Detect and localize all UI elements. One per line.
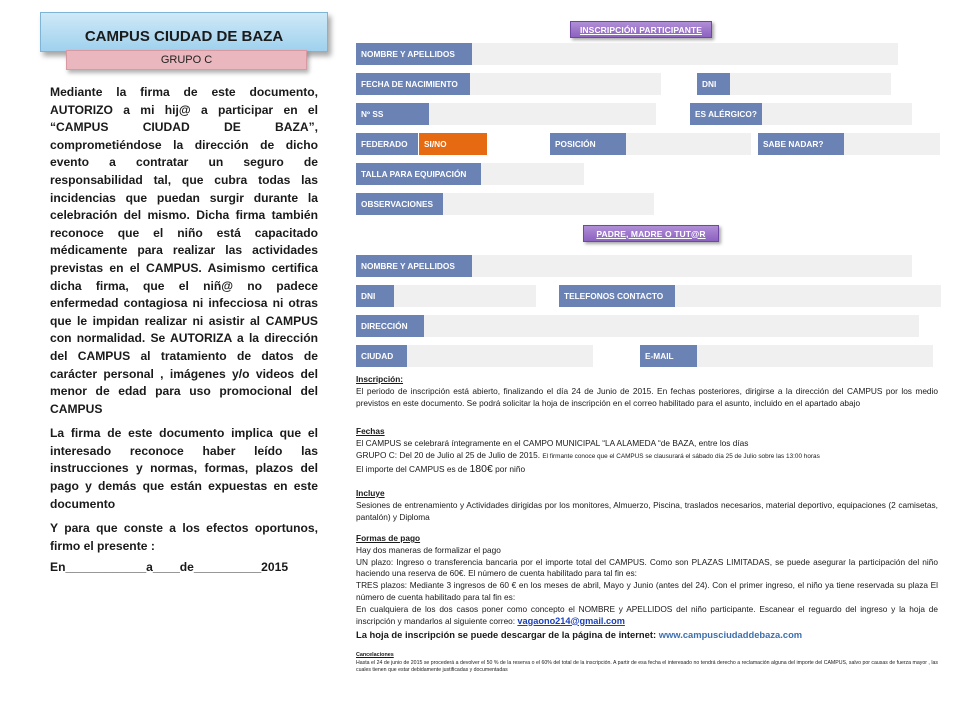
participant-name-label: NOMBRE Y APELLIDOS (356, 43, 472, 65)
group-dates: GRUPO C: Del 20 de Julio al 25 de Julio de 2015. (356, 449, 541, 460)
cancellation-text: Hasta el 24 de junio de 2015 se procederá a devolver el 50 % de la reserva o el 60% del total de la inscripción. A partir de esa fecha el interesado no tendrá derecho a reclamación alguna del importe del CAMPUS, salvo por causas de fuerza mayor , las cuales tienen que estar debidamente justificadas y documentadas (356, 659, 938, 674)
dates-line-1: El CAMPUS se celebrará íntegramente en el CAMPO MUNICIPAL “LA ALAMEDA “de BAZA, entre los días (356, 437, 749, 448)
ss-label: Nº SS (356, 103, 429, 125)
city-label: CIUDAD (356, 345, 407, 367)
authorization-text (50, 84, 318, 584)
includes-info (356, 488, 938, 523)
group-label: GRUPO C (66, 50, 307, 70)
address-field[interactable] (356, 315, 919, 337)
dates-title: Fechas (356, 426, 385, 436)
signature-intro: Y para que conste a los efectos oportunos, firmo el presente : (50, 521, 318, 553)
website-link[interactable]: www.campusciudaddebaza.com (658, 629, 803, 641)
inscription-text: El periodo de inscripción está abierto, finalizando el día 24 de Junio de 2015. En fechas posteriores, dirigirse a la dirección del CAMPUS por los medio previstos en este documento. Se podrá solicitar la hoja de inscripción en el correo habilitado para el asunto, incluido en el apartado abajo (356, 385, 938, 408)
position-label: POSICIÓN (550, 133, 626, 155)
contact-email-link[interactable]: vagaono214@gmail.com (517, 615, 625, 626)
swim-label: SABE NADAR? (758, 133, 844, 155)
price-suffix: por niño (492, 464, 526, 475)
download-text: La hoja de inscripción se puede descargar de la página de internet: (356, 629, 659, 641)
inscription-title: Inscripción: (356, 374, 404, 384)
parent-dni-label: DNI (356, 285, 394, 307)
participant-dni-label: DNI (697, 73, 730, 95)
payment-line-3: TRES plazos: Mediante 3 ingresos de 60 € en los meses de abril, Mayo y Junio (antes del 24). Con el primer ingreso, el niño ya tiene reservada su plaza El número de cuenta habilitado para tal fin es: (356, 580, 938, 602)
closing-note: El firmante conoce que el CAMPUS se clausurará el sábado día 25 de Julio sobre las 13:00 horas (542, 452, 820, 460)
payment-line-2: UN plazo: Ingreso o transferencia bancaria por el importe total del CAMPUS. Como son PLAZAS LIMITADAS, se puede asegurar la participación del niño haciendo una reserva de 60€. El número de cuenta habilitado para tal fin es: (356, 556, 938, 579)
dates-info (356, 426, 938, 476)
parent-name-label: NOMBRE Y APELLIDOS (356, 255, 472, 277)
authorization-paragraph: Mediante la firma de este documento, AUTORIZO a mi hij@ a participar en el “CAMPUS CIUDAD DE BAZA”, comprometiéndose la dirección de dicho evento a contratar un seguro de responsabilidad tal, que cubra todas las incidencias que puedan surgir durante la celebración del mismo. Dicha firma también reconoce que el niño está capacitado médicamente para realizar las actividades previstas en el CAMPUS. Asimismo certifica dicha firma, que el niñ@ no padece enfermedad contagiosa ni infecciosa ni otras que le impidan realizar ni asistir al CAMPUS con normalidad. Se AUTORIZA a la dirección del CAMPUS al tratamiento de datos de carácter personal , imágenes y/o videos del menor de edad para uso promocional del CAMPUS (50, 85, 318, 416)
signature-line: En____________a____de__________2015 (50, 560, 289, 575)
download-line (356, 629, 938, 642)
phone-label: TELEFONOS CONTACTO (559, 285, 675, 307)
price-prefix: El importe del CAMPUS es de (356, 464, 470, 475)
observations-label: OBSERVACIONES (356, 193, 443, 215)
payment-line-4 (356, 604, 938, 628)
size-label: TALLA PARA EQUIPACIÓN (356, 163, 481, 185)
address-label: DIRECCIÓN (356, 315, 424, 337)
allergic-label: ES ALÉRGICO? (690, 103, 762, 125)
acknowledgement-paragraph: La firma de este documento implica que el interesado reconoce haber leído las instrucciones y normas, formas, plazos del pago y demás que están expuestas en este documento (50, 426, 318, 511)
cancellation-title: Cancelaciones (356, 652, 394, 658)
campus-title: CAMPUS CIUDAD DE BAZA (40, 12, 328, 52)
participant-section-header: INSCRIPCIÓN PARTICIPANTE (570, 21, 712, 38)
payment-info (356, 533, 938, 642)
federado-yes-no-field[interactable]: SI/NO (419, 133, 487, 155)
birthdate-label: FECHA DE NACIMIENTO (356, 73, 470, 95)
includes-title: Incluye (356, 488, 385, 498)
price-amount: 180€ (469, 463, 493, 476)
includes-text: Sesiones de entrenamiento y Actividades dirigidas por los monitores, Almuerzo, Piscina, traslados necesarios, material deportivo, equipaciones (2 camisetas, pantalón) y Diploma (356, 499, 938, 522)
payment-instructions: En cualquiera de los dos casos poner como concepto el NOMBRE y APELLIDOS del niño participante. Escanear el reguardo del ingreso y la hoja de inscripción y mandarlos al siguiente correo: (356, 603, 938, 626)
federado-label: FEDERADO (356, 133, 418, 155)
payment-line-1: Hay dos maneras de formalizar el pago (356, 544, 501, 555)
price-line (356, 464, 938, 476)
inscription-info (356, 374, 938, 409)
parent-section-header: PADRE, MADRE O TUT@R (583, 225, 719, 242)
email-label: E-MAIL (640, 345, 697, 367)
cancellation-info (356, 652, 938, 675)
dates-line-2 (356, 450, 938, 463)
payment-title: Formas de pago (356, 533, 421, 543)
